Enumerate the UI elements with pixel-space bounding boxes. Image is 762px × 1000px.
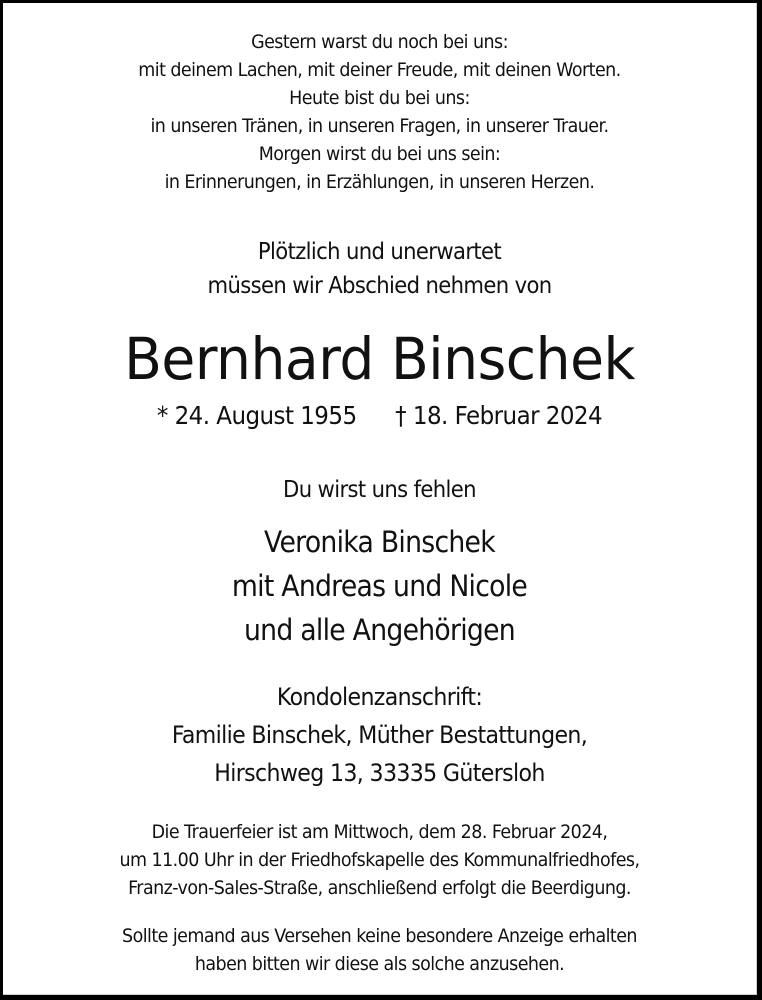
- life-dates: [33, 401, 726, 430]
- mourner-line: mit Andreas und Nicole: [231, 569, 528, 603]
- deceased-name: Bernhard Binschek: [124, 325, 635, 393]
- poem-line: in unseren Tränen, in unseren Fragen, in unserer Trauer.: [150, 115, 609, 137]
- poem-line: Morgen wirst du bei uns sein:: [258, 143, 501, 165]
- notice-line: haben bitten wir diese als solche anzusehen.: [194, 953, 565, 975]
- farewell-text: Du wirst uns fehlen: [283, 477, 476, 503]
- address-line: Familie Binschek, Müther Bestattungen,: [171, 721, 588, 749]
- mourner-line: und alle Angehörigen: [244, 613, 515, 647]
- notice-line: Sollte jemand aus Versehen keine besondere Anzeige erhalten: [122, 925, 637, 947]
- death-date: † 18. Februar 2024: [395, 401, 603, 430]
- birth-date: * 24. August 1955: [156, 401, 357, 430]
- poem-line: mit deinem Lachen, mit deiner Freude, mit deinen Worten.: [138, 59, 621, 81]
- obituary-notice: [3, 3, 757, 995]
- funeral-line: Franz-von-Sales-Straße, anschließend erfolgt die Beerdigung.: [128, 877, 631, 899]
- intro-line: müssen wir Abschied nehmen von: [207, 273, 552, 299]
- funeral-line: Die Trauerfeier ist am Mittwoch, dem 28. Februar 2024,: [151, 821, 608, 843]
- poem-line: Heute bist du bei uns:: [289, 87, 470, 109]
- condolence-label: Kondolenzanschrift:: [276, 683, 483, 711]
- address-line: Hirschweg 13, 33335 Gütersloh: [214, 759, 545, 787]
- mourner-line: Veronika Binschek: [264, 525, 495, 559]
- intro-line: Plötzlich und unerwartet: [257, 239, 502, 265]
- funeral-line: um 11.00 Uhr in der Friedhofskapelle des Kommunalfriedhofes,: [119, 849, 640, 871]
- poem-line: in Erinnerungen, in Erzählungen, in unseren Herzen.: [164, 171, 595, 193]
- poem-line: Gestern warst du noch bei uns:: [251, 31, 508, 53]
